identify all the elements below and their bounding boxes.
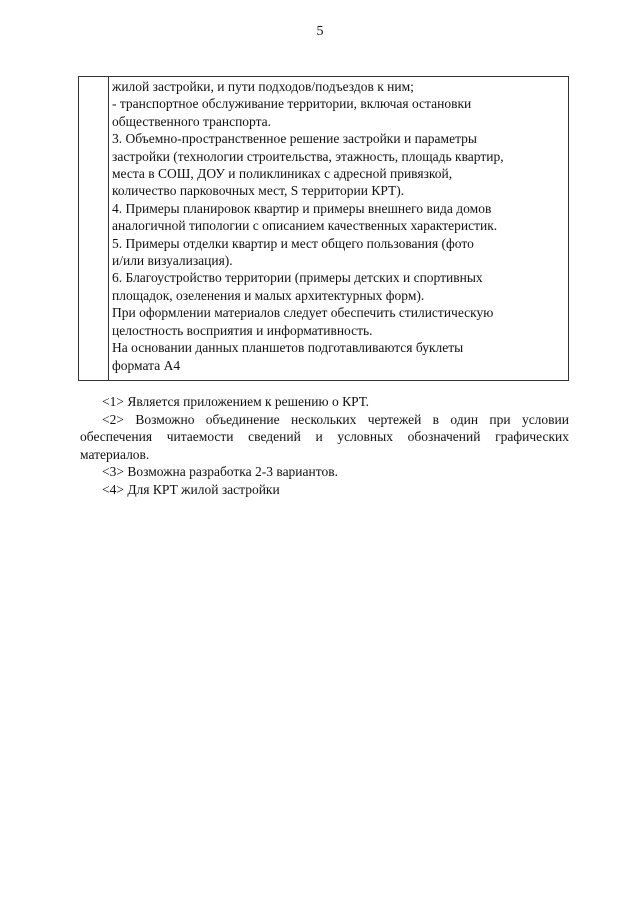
footnote-3: <3> Возможна разработка 2-3 вариантов. bbox=[102, 464, 338, 480]
table-text-line: количество парковочных мест, S территории КРТ). bbox=[112, 183, 405, 199]
table-text-line: общественного транспорта. bbox=[112, 113, 272, 129]
requirements-table bbox=[78, 76, 569, 381]
table-text-line: целостность восприятия и информативность. bbox=[112, 322, 373, 338]
table-text-line: 5. Примеры отделки квартир и мест общего пользования (фото bbox=[112, 235, 474, 251]
table-text-line: места в СОШ, ДОУ и поликлиниках с адресной привязкой, bbox=[112, 166, 453, 182]
table-text-line: застройки (технологии строительства, этажность, площадь квартир, bbox=[112, 148, 504, 164]
table-left-column bbox=[79, 77, 109, 380]
footnote-1: <1> Является приложением к решению о КРТ. bbox=[102, 394, 370, 409]
footnote-4: <4> Для КРТ жилой застройки bbox=[102, 481, 280, 497]
table-text-line: и/или визуализация). bbox=[112, 253, 233, 269]
table-text-line: 6. Благоустройство территории (примеры детских и спортивных bbox=[112, 270, 483, 286]
table-text-line: 3. Объемно-пространственное решение застройки и параметры bbox=[112, 131, 477, 147]
table-text-line: При оформлении материалов следует обеспечить стилистическую bbox=[112, 305, 494, 321]
table-text-line: жилой застройки, и пути подходов/подъездов к ним; bbox=[112, 79, 414, 94]
page-number: 5 bbox=[316, 24, 324, 39]
footnotes bbox=[80, 393, 569, 499]
table-text-line: На основании данных планшетов подготавливаются буклеты bbox=[112, 340, 464, 356]
table-text-line: формата А4 bbox=[112, 357, 181, 373]
table-text-line: аналогичной типологии с описанием качественных характеристик. bbox=[112, 218, 498, 234]
table-text-line: 4. Примеры планировок квартир и примеры внешнего вида домов bbox=[112, 200, 492, 216]
table-text-line: площадок, озеленения и малых архитектурных форм). bbox=[112, 287, 425, 303]
table-text-line: - транспортное обслуживание территории, включая остановки bbox=[112, 96, 472, 112]
table-right-column bbox=[112, 77, 568, 380]
footnote-2: <2> Возможно объединение нескольких чертежей в один при условии обеспечения читаемости сведений и условных обозначений графических материалов. bbox=[80, 411, 569, 462]
